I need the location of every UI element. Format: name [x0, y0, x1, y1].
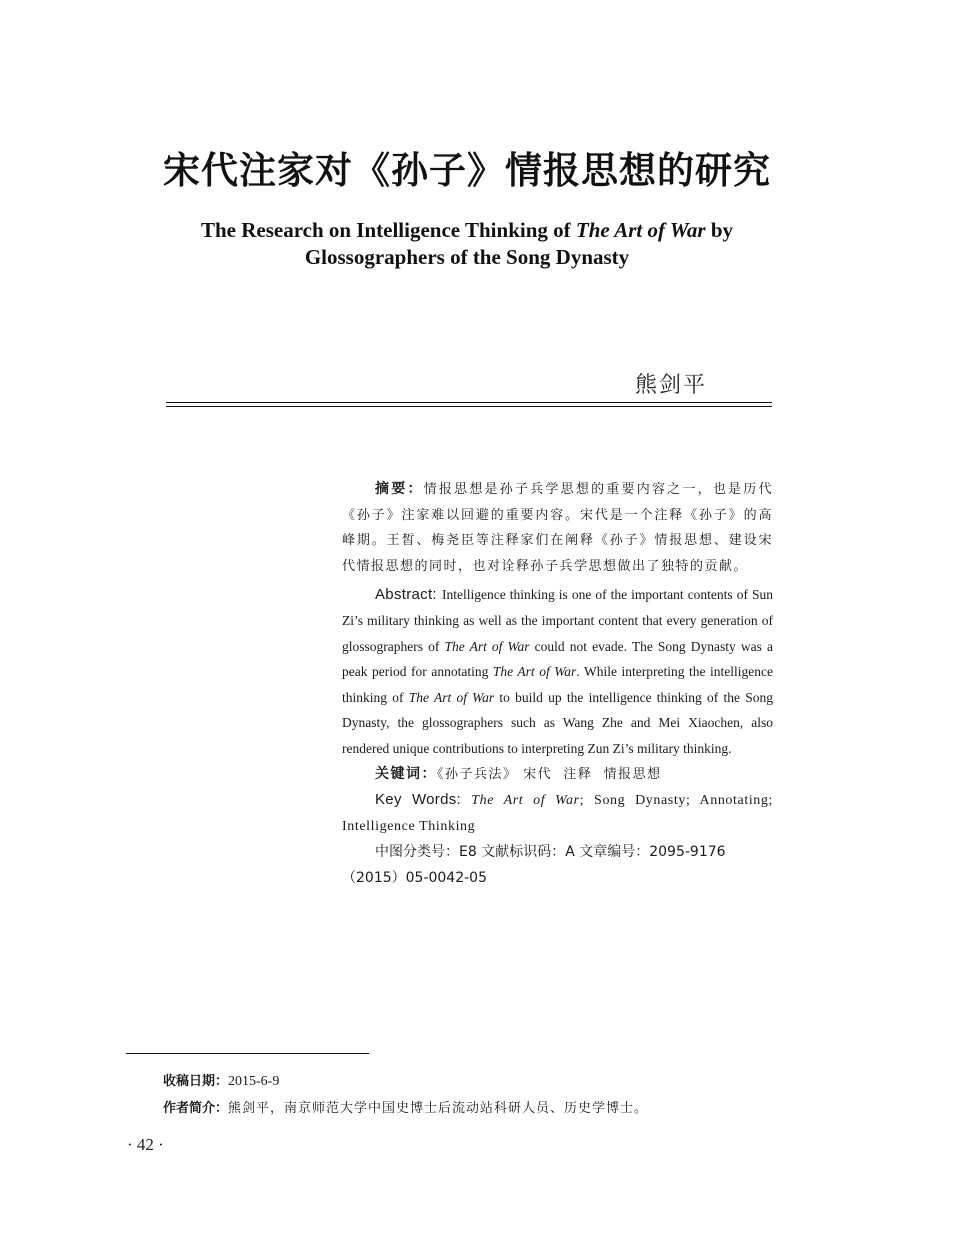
keywords-chinese-value: 《孙子兵法》 宋代 注释 情报思想 [437, 766, 662, 782]
title-english-part1: The Research on Intelligence Thinking of [200, 218, 576, 242]
keywords-english-italic: The Art of War [471, 793, 580, 809]
footnote-received [163, 1070, 279, 1090]
classification-line-1: 中图分类号：E8 文献标识码：A 文章编号：2095-9176 [375, 844, 726, 861]
received-date: 2015-6-9 [228, 1074, 280, 1089]
title-chinese: 宋代注家对《孙子》情报思想的研究 [163, 149, 771, 192]
title-english-line2: Glossographers of the Song Dynasty [304, 245, 630, 269]
title-english-italic: The Art of War [575, 218, 706, 242]
keywords-english-label: Key Words: [375, 791, 472, 809]
abstract-chinese-label: 摘要： [375, 481, 424, 497]
abstract-english-italic-2: The Art of War [492, 664, 577, 680]
title-english [0, 217, 934, 271]
keywords-english-rest: ; Song Dynasty; Annotating; Intelligence Thinking [342, 793, 773, 834]
author-name: 熊剑平 [634, 373, 707, 398]
header-rule-bottom [166, 406, 772, 407]
keywords-chinese [342, 762, 773, 788]
abstract-english [342, 582, 773, 761]
abstract-english-italic-3: The Art of War [408, 689, 495, 705]
classification-info [342, 840, 773, 891]
abstract-english-text-4: to build up the intelligence thinking of the Song Dynasty, the glossographers such as Wang Zhe and Mei Xiaochen, also rendered unique contributions to interpreting Zun Zi’s military thinking. [342, 689, 773, 756]
abstract-block [342, 477, 773, 892]
abstract-english-text-1: Intelligence thinking is one of the important contents of Sun Zi’s military thinking as well as the important content that every generation of glossographers of [342, 587, 773, 654]
abstract-english-label: Abstract: [375, 586, 443, 604]
abstract-english-text-2: could not evade. The Song Dynasty was a peak period for annotating [342, 638, 773, 680]
title-english-part2: by [705, 218, 734, 242]
author-bio-text: 熊剑平，南京师范大学中国史博士后流动站科研人员、历史学博士。 [228, 1101, 649, 1116]
keywords-chinese-label: 关键词： [375, 765, 437, 782]
received-label: 收稿日期： [163, 1074, 229, 1089]
author-bio-label: 作者简介： [163, 1101, 229, 1116]
abstract-chinese-text: 情报思想是孙子兵学思想的重要内容之一，也是历代《孙子》注家难以回避的重要内容。宋代是一个注释《孙子》的高峰期。王皙、梅尧臣等注释家们在阐释《孙子》情报思想、建设宋代情报思想的同时，也对诠释孙子兵学思想做出了独特的贡献。 [342, 482, 773, 574]
keywords-english [342, 787, 773, 839]
footnote-rule [126, 1053, 369, 1054]
footnote-author-bio [163, 1097, 648, 1116]
classification-line-2: （2015）05-0042-05 [342, 869, 487, 886]
abstract-english-italic-1: The Art of War [444, 638, 530, 654]
abstract-english-text-3: . While interpreting the intelligence thinking of [342, 664, 774, 705]
page-number: · 42 · [127, 1135, 164, 1154]
header-rule-top [166, 402, 772, 403]
abstract-chinese [342, 477, 773, 579]
